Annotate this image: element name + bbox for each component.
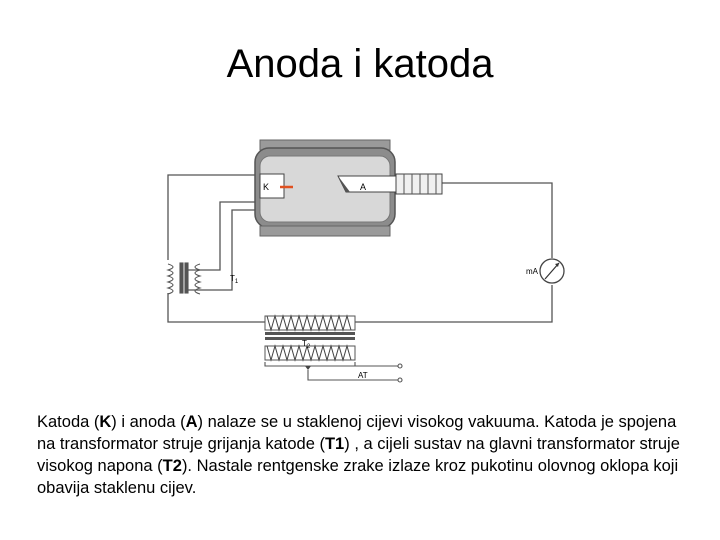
- caption-a: A: [185, 413, 198, 431]
- autotransformer-label: AT: [358, 371, 368, 380]
- t1-label: $T_1$: [230, 274, 239, 285]
- transformer-t2: [265, 316, 355, 360]
- t2-label: $T_2$: [302, 339, 311, 350]
- cathode-label: K: [263, 182, 270, 192]
- anode-label: A: [360, 182, 367, 192]
- caption-text: ). Nastale rentgenske zrake izlaze kroz pukotinu olovnog oklopa koji obavija staklenu cijev.: [37, 457, 679, 497]
- caption-text: Katoda (: [37, 413, 100, 431]
- page-title: Anoda i katoda: [226, 42, 494, 86]
- caption-text: ) i anoda (: [111, 413, 186, 431]
- autotransformer-at: [265, 362, 402, 382]
- caption-text: ) nalaze se u staklenoj cijevi visokog vakuuma. Katoda je spojena na transformator struje grijanja katode (: [37, 413, 677, 453]
- caption-k: K: [99, 413, 112, 431]
- x-ray-tube-circuit-diagram: [160, 130, 580, 390]
- milliammeter-label: mA: [526, 267, 538, 276]
- caption-t2: T2: [162, 457, 182, 475]
- milliammeter: [540, 259, 564, 283]
- caption-t1: T1: [324, 435, 345, 453]
- caption-paragraph: [37, 411, 687, 499]
- caption-text: ) , a cijeli sustav na glavni transformator struje visokog napona (: [37, 435, 680, 475]
- x-ray-tube: [255, 140, 442, 236]
